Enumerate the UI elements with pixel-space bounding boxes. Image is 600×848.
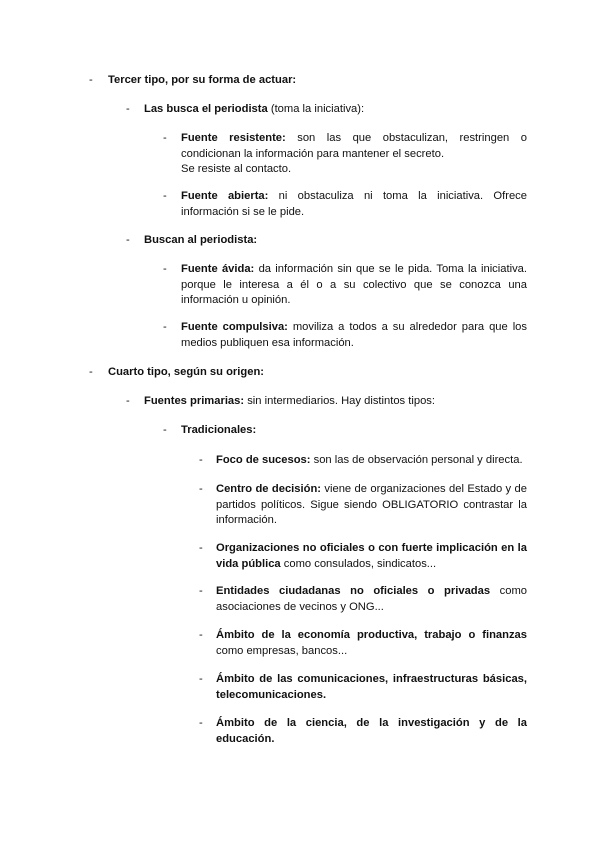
list-item-ambito-economia bbox=[216, 628, 527, 659]
subheading-bold: Fuentes primarias: bbox=[144, 395, 245, 407]
item-term: Ámbito de la economía productiva, trabajo o finanzas bbox=[216, 629, 527, 641]
bullet-dash: - bbox=[126, 395, 130, 407]
bullet-dash: - bbox=[163, 424, 167, 436]
item-term: Fuente compulsiva: bbox=[181, 321, 288, 333]
list-item-entidades-ciudadanas bbox=[216, 584, 527, 615]
item-term: Foco de sucesos: bbox=[216, 454, 311, 466]
bullet-dash: - bbox=[199, 629, 203, 641]
heading-text: Cuarto tipo, según su origen: bbox=[108, 366, 265, 378]
list-item-fuente-avida bbox=[181, 262, 527, 309]
bullet-dash: - bbox=[199, 542, 203, 554]
item-text: como empresas, bancos... bbox=[216, 644, 348, 657]
subheading-las-busca bbox=[144, 102, 534, 118]
item-text-line2: Se resiste al contacto. bbox=[181, 163, 292, 175]
heading-text: Tercer tipo, por su forma de actuar: bbox=[108, 74, 297, 86]
bullet-dash: - bbox=[199, 483, 203, 495]
subheading-rest: sin intermediarios. Hay distintos tipos: bbox=[244, 395, 435, 407]
item-term: Organizaciones no oficiales o con fuerte implicación en la vida pública bbox=[216, 542, 527, 570]
bullet-dash: - bbox=[163, 263, 167, 275]
item-text: moviliza a todos a su alrededor para que los medios publiquen esa información. bbox=[181, 321, 527, 349]
bullet-dash: - bbox=[89, 74, 93, 86]
item-term: Ámbito de la ciencia, de la investigación y de la educación. bbox=[216, 717, 527, 745]
item-term: Centro de decisión: bbox=[216, 483, 321, 495]
item-term: Fuente ávida: bbox=[181, 263, 255, 275]
bullet-dash: - bbox=[89, 366, 93, 378]
bullet-dash: - bbox=[163, 190, 167, 202]
list-item-foco-de-sucesos bbox=[216, 453, 527, 469]
item-text: son las que obstaculizan, restringen o condicionan la información para mantener el secreto. bbox=[181, 132, 527, 160]
list-item-organizaciones-no-oficiales bbox=[216, 541, 527, 572]
bullet-dash: - bbox=[126, 103, 130, 115]
section-heading-cuarto-tipo bbox=[108, 365, 528, 381]
bullet-dash: - bbox=[199, 454, 203, 466]
subheading-bold: Las busca el periodista bbox=[144, 103, 268, 115]
subheading-rest: (toma la iniciativa): bbox=[267, 103, 365, 115]
item-text: viene de organizaciones del Estado y de partidos políticos. Sigue siendo OBLIGATORIO contrastar la información. bbox=[216, 483, 527, 526]
item-term: Ámbito de las comunicaciones, infraestructuras básicas, telecomunicaciones. bbox=[216, 673, 527, 701]
subheading-fuentes-primarias bbox=[144, 394, 534, 410]
list-item-fuente-abierta bbox=[181, 189, 527, 220]
bullet-dash: - bbox=[199, 717, 203, 729]
subheading-tradicionales bbox=[181, 423, 527, 439]
bullet-dash: - bbox=[199, 585, 203, 597]
subheading-bold: Buscan al periodista: bbox=[144, 234, 258, 246]
section-heading-tercer-tipo bbox=[108, 73, 528, 89]
item-term: Entidades ciudadanas no oficiales o privadas bbox=[216, 585, 491, 597]
bullet-dash: - bbox=[163, 132, 167, 144]
subheading-buscan-al-periodista bbox=[144, 233, 534, 249]
item-term: Fuente abierta: bbox=[181, 190, 269, 202]
subheading-bold: Tradicionales: bbox=[181, 424, 257, 436]
item-text: como asociaciones de vecinos y ONG... bbox=[216, 585, 527, 613]
item-text: son las de observación personal y directa. bbox=[310, 454, 523, 466]
item-text: da información sin que se le pida. Toma la iniciativa. porque le interesa a él o a su colectivo que se conozca una información u opinión. bbox=[181, 263, 527, 306]
list-item-ambito-ciencia bbox=[216, 716, 527, 747]
bullet-dash: - bbox=[126, 234, 130, 246]
list-item-centro-de-decision bbox=[216, 482, 527, 529]
bullet-dash: - bbox=[199, 673, 203, 685]
item-term: Fuente resistente: bbox=[181, 132, 286, 144]
bullet-dash: - bbox=[163, 321, 167, 333]
list-item-fuente-resistente bbox=[181, 131, 527, 178]
item-text: como consulados, sindicatos... bbox=[280, 557, 437, 570]
item-text: ni obstaculiza ni toma la iniciativa. Ofrece información si se le pide. bbox=[181, 190, 527, 218]
list-item-fuente-compulsiva bbox=[181, 320, 527, 351]
list-item-ambito-comunicaciones bbox=[216, 672, 527, 703]
